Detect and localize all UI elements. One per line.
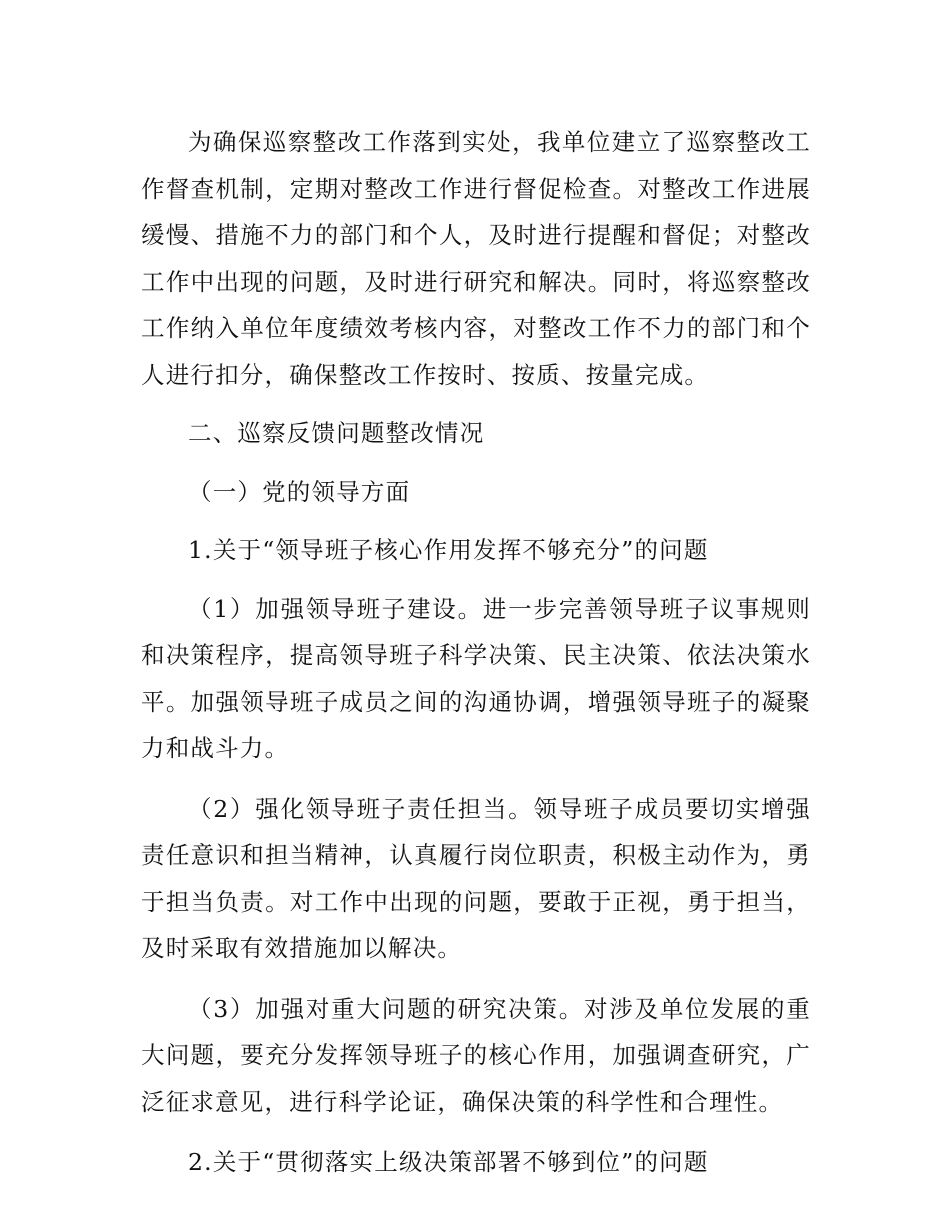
item-heading-leadership-core-role: 1.关于“领导班子核心作用发挥不够充分”的问题 (188, 536, 709, 564)
section-heading-rectification: 二、巡察反馈问题整改情况 (188, 419, 485, 447)
item-heading-implementation: 2.关于“贯彻落实上级决策部署不够到位”的问题 (188, 1148, 709, 1176)
paragraph-supervision-mechanism: 为确保巡察整改工作落到实处，我单位建立了巡察整改工作督查机制，定期对整改工作进行督促检查。对整改工作进展缓慢、措施不力的部门和个人，及时进行提醒和督促；对整改工作中出现的问题，及时进行研究和解决。同时，将巡察整改工作纳入单位年度绩效考核内容，对整改工作不力的部门和个人进行扣分，确保整改工作按时、按质、按量完成。 (141, 128, 811, 389)
paragraph-measure-3: （3）加强对重大问题的研究决策。对涉及单位发展的重大问题，要充分发挥领导班子的核心作用，加强调查研究，广泛征求意见，进行科学论证，确保决策的科学性和合理性。 (141, 994, 811, 1116)
paragraph-measure-1: （1）加强领导班子建设。进一步完善领导班子议事规则和决策程序，提高领导班子科学决策、民主决策、依法决策水平。加强领导班子成员之间的沟通协调，增强领导班子的凝聚力和战斗力。 (141, 594, 811, 762)
subsection-heading-party-leadership: （一）党的领导方面 (188, 477, 411, 506)
document-body (141, 119, 811, 1186)
paragraph-measure-2: （2）强化领导班子责任担当。领导班子成员要切实增强责任意识和担当精神，认真履行岗位职责，积极主动作为，勇于担当负责。对工作中出现的问题，要敢于正视，勇于担当，及时采取有效措施加以解决。 (141, 794, 811, 962)
